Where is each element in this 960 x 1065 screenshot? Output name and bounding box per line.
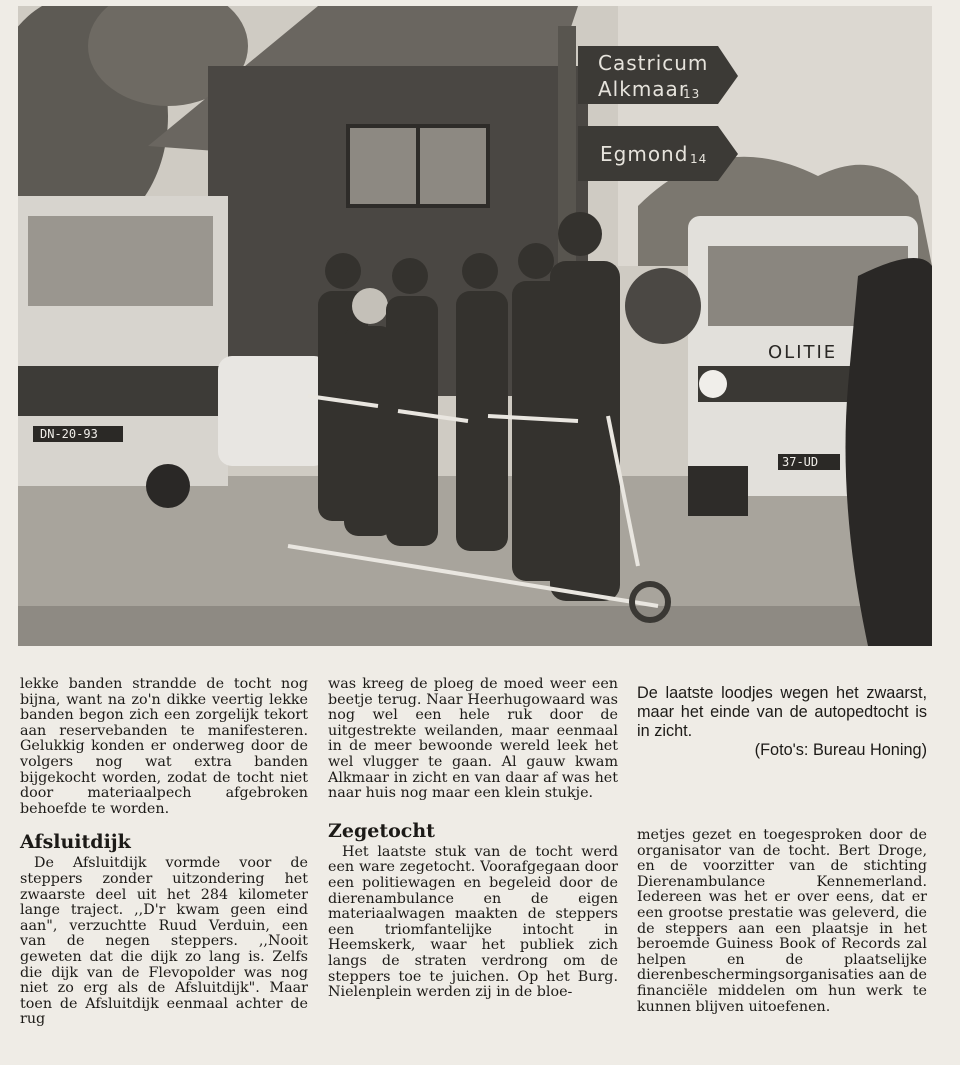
- photo-caption: [637, 684, 927, 760]
- article-column-3: [637, 828, 927, 1015]
- paragraph: lekke banden strandde de tocht nog bijna, want na zo'n dikke veertig lekke banden begon zich een zorgelijk tekort aan reservebanden te manifesteren. Gelukkig konden er onderweg door de volgers nog wat extra banden bijgekocht worden, zodat de tocht niet door materiaalpech afgebroken behoefde te worden.: [20, 676, 308, 817]
- paragraph: metjes gezet en toegesproken door de organisator van de tocht. Bert Droge, en de voorzitter van de stichting Dierenambulance Kennemerland. Iedereen was het er over eens, dat er een grootse prestatie was geleverd, die de steppers aan een plaatsje in het beroemde Guiness Book of Records zal helpen en de plaatselijke dierenbeschermingsorganisaties aan de financiële middelen om hun werk te kunnen blijven uitoefenen.: [637, 827, 927, 1015]
- article-column-2: [328, 677, 618, 1001]
- sign-alkmaar-km: 13: [683, 87, 701, 101]
- paragraph: Het laatste stuk van de tocht werd een ware zegetocht. Voorafgegaan door een politiewagen en begeleid door de dierenambulance en de eigen materiaalwagen maakten de steppers een triomfantelijke intocht in Heemskerk, waar het publiek zich langs de straten verdrong om de steppers toe te juichen. Op het Burg. Nielenplein werden zij in de bloe-: [328, 843, 618, 1001]
- sign-alkmaar: Alkmaar: [598, 77, 689, 101]
- photo-credit: (Foto's: Bureau Honing): [754, 741, 927, 759]
- paragraph: was kreeg de ploeg de moed weer een beetje terug. Naar Heerhugowaard was nog wel een hele ruk door de uitgestrekte weilanden, maar eenmaal in de meer bewoonde wereld leek het wel vlugger te gaan. Al gauw kwam Alkmaar in zicht en van daar af was het naar huis nog maar een klein stukje.: [328, 676, 618, 802]
- van-lettering: OLITIE: [768, 342, 838, 363]
- caption-text: De laatste loodjes wegen het zwaarst, maar het einde van de autopedtocht is in zicht.: [637, 684, 927, 740]
- van-plate: 37-UD: [782, 455, 819, 469]
- sign-egmond-km: 14: [690, 152, 708, 166]
- subheading-afsluitdijk: Afsluitdijk: [20, 831, 131, 854]
- paragraph: De Afsluitdijk vormde voor de steppers zonder uitzondering het zwaarste deel uit het 284 kilometer lange traject. ,,D'r kwam geen eind aan", verzuchtte Ruud Verduin, een van de negen steppers. ,,Nooit geweten dat die dijk zo lang is. Zelfs die dijk van de Flevopolder was nog niet zo erg als de Afsluitdijk". Maar toen de Afsluitdijk eenmaal achter de rug: [20, 855, 308, 1028]
- news-photo: [18, 6, 932, 646]
- truck-plate: DN-20-93: [40, 427, 98, 441]
- sign-castricum: Castricum: [598, 51, 709, 75]
- sign-egmond: Egmond: [600, 142, 689, 166]
- truck: [18, 196, 228, 508]
- subheading-zegetocht: Zegetocht: [328, 819, 435, 842]
- article-column-1: [20, 677, 308, 1028]
